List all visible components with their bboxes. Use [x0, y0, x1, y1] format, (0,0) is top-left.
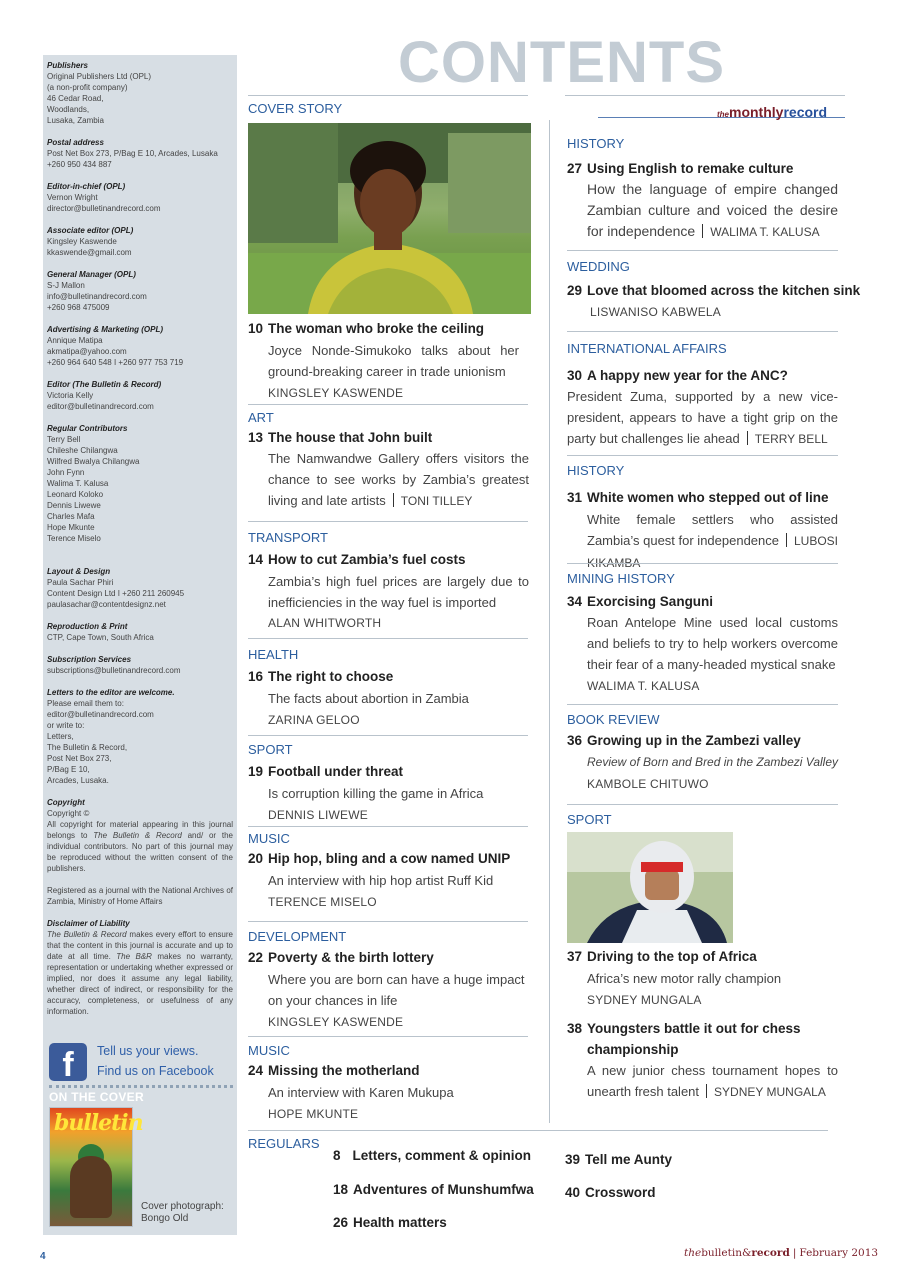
- title-text: A happy new year for the ANC?: [587, 368, 788, 383]
- article-title[interactable]: [248, 1062, 420, 1080]
- letters-line: Please email them to:: [47, 699, 124, 708]
- article-desc: Review of Born and Bred in the Zambezi Valley: [587, 755, 839, 769]
- page-num: 29: [567, 283, 583, 298]
- article-title[interactable]: [248, 949, 434, 967]
- title-text: Crossword: [585, 1185, 656, 1200]
- page-num: 14: [248, 552, 264, 567]
- article-author: ALAN WHITWORTH: [268, 616, 382, 630]
- title-text: White women who stepped out of line: [587, 490, 829, 505]
- editor-heading: Editor (The Bulletin & Record): [47, 380, 162, 389]
- article-author: LISWANISO KABWELA: [590, 305, 721, 319]
- page-number: 4: [40, 1251, 46, 1262]
- title-text: Love that bloomed across the kitchen sink: [587, 283, 861, 298]
- general-manager-heading: General Manager (OPL): [47, 270, 136, 279]
- layout-heading: Layout & Design: [47, 567, 111, 576]
- page-num: 13: [248, 430, 264, 445]
- entry-rule: [248, 638, 528, 639]
- column-divider: [549, 120, 550, 1123]
- title-text: Health matters: [353, 1215, 447, 1230]
- contributor-name: Chileshe Chilangwa: [47, 446, 118, 455]
- article-title[interactable]: [248, 668, 393, 686]
- contributor-name: John Fynn: [47, 468, 85, 477]
- title-text: Tell me Aunty: [585, 1152, 673, 1167]
- section-label: MINING HISTORY: [567, 571, 675, 586]
- entry-rule: [567, 250, 838, 251]
- contributor-name: Wilfred Bwalya Chilangwa: [47, 457, 140, 466]
- article-author: TERENCE MISELO: [268, 895, 377, 909]
- article-author: KINGSLEY KASWENDE: [268, 1015, 404, 1029]
- desc-text: The Namwandwe Gallery offers visitors the chance to see works by Zambia’s greatest living and late artists: [268, 451, 529, 508]
- section-label: INTERNATIONAL AFFAIRS: [567, 341, 727, 356]
- title-text: Growing up in the Zambezi valley: [587, 733, 801, 748]
- title-text: The right to choose: [268, 669, 394, 684]
- regular-item[interactable]: [333, 1181, 534, 1199]
- masthead-panel: [43, 55, 237, 1235]
- copyright-text-a: All copyright for material appearing in this journal belongs to: [47, 820, 233, 840]
- disclaimer-block: [47, 918, 233, 1017]
- regular-item[interactable]: [333, 1147, 531, 1165]
- cover-credit: [141, 1201, 224, 1225]
- entry-rule: [567, 331, 838, 332]
- publishers-block: [47, 60, 233, 126]
- article-title[interactable]: [248, 850, 510, 868]
- desc-text: How the language of empire changed Zambian culture and voiced the desire for independence: [587, 181, 838, 239]
- contributors-heading: Regular Contributors: [47, 424, 128, 433]
- title-text: Hip hop, bling and a cow named UNIP: [268, 851, 511, 866]
- reproduction-line: CTP, Cape Town, South Africa: [47, 633, 154, 642]
- title-text: Letters, comment & opinion: [352, 1148, 532, 1163]
- publishers-line: 46 Cedar Road,: [47, 94, 104, 103]
- letters-line: Post Net Box 273,: [47, 754, 112, 763]
- title-text: Using English to remake culture: [587, 161, 794, 176]
- article-desc: Joyce Nonde-Simukoko talks about her ground-breaking career in trade unionism: [268, 343, 519, 379]
- regulars-rule: [248, 1130, 828, 1131]
- entry-rule: [248, 1036, 528, 1037]
- separator: [786, 533, 787, 547]
- article-desc: The facts about abortion in Zambia: [268, 691, 469, 706]
- copyright-text-em: The Bulletin & Record: [93, 831, 182, 840]
- dotted-divider: [49, 1085, 233, 1088]
- title-text: How to cut Zambia’s fuel costs: [268, 552, 466, 567]
- general-manager-line: info@bulletinandrecord.com: [47, 292, 147, 301]
- page-num: 30: [567, 368, 583, 383]
- article-title[interactable]: [567, 160, 793, 178]
- header-rule-right: [565, 95, 845, 96]
- footer-pub-bulletin: bulletin: [701, 1247, 742, 1259]
- article-title[interactable]: [248, 763, 403, 781]
- page-num: 38: [567, 1021, 583, 1036]
- article-desc: [268, 448, 529, 512]
- editor-in-chief-block: [47, 181, 233, 214]
- associate-editor-heading: Associate editor (OPL): [47, 226, 134, 235]
- section-label: HISTORY: [567, 463, 625, 478]
- title-text: Driving to the top of Africa: [587, 949, 757, 964]
- article-desc: Roan Antelope Mine used local customs and beliefs to try to help workers overcome their fear of a many-headed mystical snake: [587, 615, 838, 672]
- section-label: TRANSPORT: [248, 530, 328, 545]
- contributor-name: Terence Miselo: [47, 534, 101, 543]
- entry-rule: [248, 826, 528, 827]
- contributor-name: Charles Mafa: [47, 512, 95, 521]
- publishers-line: Lusaka, Zambia: [47, 116, 104, 125]
- brand-record: record: [783, 104, 828, 120]
- cover-story-photo: [248, 123, 531, 314]
- editor-block: [47, 379, 233, 412]
- article-desc: Where you are born can have a huge impact on your chances in life: [268, 972, 525, 1008]
- article-title[interactable]: [567, 367, 788, 385]
- editor-in-chief-line: director@bulletinandrecord.com: [47, 204, 161, 213]
- article-title[interactable]: [567, 1020, 801, 1038]
- facebook-line-1: Tell us your views.: [97, 1044, 199, 1058]
- regular-item[interactable]: [565, 1151, 672, 1169]
- disclaimer-em-b: The B&R: [116, 952, 152, 961]
- article-author: WALIMA T. KALUSA: [710, 225, 820, 239]
- separator: [702, 224, 703, 238]
- separator: [393, 493, 394, 507]
- editor-in-chief-heading: Editor-in-chief (OPL): [47, 182, 126, 191]
- page-num: 24: [248, 1063, 264, 1078]
- footer-pub-the: the: [684, 1247, 702, 1259]
- section-label: ART: [248, 410, 274, 425]
- title-text: Youngsters battle it out for chess: [587, 1021, 801, 1036]
- regular-item[interactable]: [333, 1214, 447, 1232]
- page-num: 19: [248, 764, 264, 779]
- section-label: COVER STORY: [248, 101, 343, 116]
- title-text: Football under threat: [268, 764, 404, 779]
- copyright-text: [47, 819, 233, 874]
- article-author: KAMBOLE CHITUWO: [587, 777, 709, 791]
- letters-line: or write to:: [47, 721, 85, 730]
- page-num: 39: [565, 1152, 581, 1167]
- article-title[interactable]: [567, 593, 713, 611]
- cover-logo: bulletin: [54, 1110, 143, 1136]
- title-text: Exorcising Sanguni: [587, 594, 714, 609]
- contributor-name: Hope Mkunte: [47, 523, 95, 532]
- title-text: Poverty & the birth lottery: [268, 950, 434, 965]
- desc-text: President Zuma, supported by a new vice-president, appears to have a tight grip on the party but challenges lie ahead: [567, 389, 838, 446]
- subscription-block: [47, 654, 233, 676]
- advertising-heading: Advertising & Marketing (OPL): [47, 325, 164, 334]
- article-desc: Africa’s new motor rally champion: [587, 971, 782, 986]
- disclaimer-text: [47, 929, 233, 1017]
- contributor-name: Walima T. Kalusa: [47, 479, 109, 488]
- postal-line: +260 950 434 887: [47, 160, 112, 169]
- disclaimer-em-a: The Bulletin & Record: [47, 930, 127, 939]
- regular-item[interactable]: [565, 1184, 656, 1202]
- general-manager-line: S-J Mallon: [47, 281, 85, 290]
- postal-line: Post Net Box 273, P/Bag E 10, Arcades, Lusaka: [47, 149, 218, 158]
- layout-block: [47, 566, 233, 610]
- title-text: Adventures of Munshumfwa: [353, 1182, 534, 1197]
- general-manager-line: +260 968 475009: [47, 303, 110, 312]
- title-text: The woman who broke the ceiling: [268, 321, 485, 336]
- section-label: MUSIC: [248, 831, 290, 846]
- copyright-heading: Copyright: [47, 798, 85, 807]
- entry-rule: [567, 455, 838, 456]
- reproduction-heading: Reproduction & Print: [47, 622, 128, 631]
- registered-text: Registered as a journal with the National Archives of Zambia, Ministry of Home Affairs: [47, 886, 233, 906]
- associate-editor-line: Kingsley Kaswende: [47, 237, 117, 246]
- section-label: MUSIC: [248, 1043, 290, 1058]
- facebook-icon[interactable]: f: [49, 1043, 87, 1081]
- separator: [706, 1084, 707, 1098]
- portrait-illustration: [248, 123, 531, 314]
- article-author: TONI TILLEY: [400, 494, 473, 508]
- advertising-line: Annique Matipa: [47, 336, 103, 345]
- entry-rule: [567, 804, 838, 805]
- letters-line: editor@bulletinandrecord.com: [47, 710, 154, 719]
- copyright-text-b: and/ or the individual contributors. No part of this journal may be reproduced without the written consent of the publishers.: [47, 831, 233, 873]
- desc-text: A new junior chess tournament hopes to unearth fresh talent: [587, 1063, 838, 1099]
- entry-rule: [248, 735, 528, 736]
- on-the-cover-heading: ON THE COVER: [49, 1090, 144, 1104]
- cover-figure-body: [70, 1156, 112, 1218]
- article-author: TERRY BELL: [754, 432, 828, 446]
- copyright-block: [47, 797, 233, 874]
- desc-text: White female settlers who assisted Zambia’s quest for independence: [587, 512, 838, 548]
- letters-line: The Bulletin & Record,: [47, 743, 128, 752]
- letters-heading: Letters to the editor are welcome.: [47, 688, 175, 697]
- article-author: HOPE MKUNTE: [268, 1107, 359, 1121]
- article-author: LUBOSI KIKAMBA: [587, 534, 839, 570]
- disclaimer-text-a: makes every effort to ensure that the content in this journal is accurate and up to date at all time.: [47, 930, 233, 961]
- contributors-block: [47, 423, 233, 544]
- cover-thumbnail: [49, 1107, 143, 1227]
- editor-line: editor@bulletinandrecord.com: [47, 402, 154, 411]
- associate-editor-block: [47, 225, 233, 258]
- layout-line: paulasachar@contentdesignz.net: [47, 600, 166, 609]
- contributor-name: Leonard Koloko: [47, 490, 104, 499]
- entry-rule: [567, 704, 838, 705]
- publishers-line: Woodlands,: [47, 105, 90, 114]
- editor-in-chief-line: Vernon Wright: [47, 193, 98, 202]
- section-label: HEALTH: [248, 647, 299, 662]
- advertising-line: +260 964 640 548 I +260 977 753 719: [47, 358, 184, 367]
- subscription-line: subscriptions@bulletinandrecord.com: [47, 666, 181, 675]
- page-num: 26: [333, 1215, 349, 1230]
- reproduction-block: [47, 621, 233, 643]
- subscription-heading: Subscription Services: [47, 655, 132, 664]
- article-title[interactable]: [248, 551, 466, 569]
- facebook-line-2[interactable]: Find us on Facebook: [97, 1064, 214, 1078]
- article-author: SYDNEY MUNGALA: [714, 1085, 826, 1099]
- section-label: SPORT: [248, 742, 293, 757]
- brand-monthly: monthly: [729, 104, 784, 120]
- letters-line: Arcades, Lusaka.: [47, 776, 109, 785]
- monthly-record-logo: [717, 104, 827, 120]
- advertising-block: [47, 324, 233, 368]
- publishers-line: Original Publishers Ltd (OPL): [47, 72, 152, 81]
- footer-separator: |: [792, 1247, 797, 1259]
- publishers-line: (a non-profit company): [47, 83, 128, 92]
- cover-credit-line: Bongo Old: [141, 1213, 189, 1224]
- footer-pub-amp: &: [741, 1247, 752, 1259]
- letters-line: P/Bag E 10,: [47, 765, 90, 774]
- article-title[interactable]: [567, 489, 829, 507]
- article-desc: An interview with Karen Mukupa: [268, 1085, 454, 1100]
- page-num: 18: [333, 1182, 349, 1197]
- disclaimer-text-b: makes no warranty, representation or undertaking whether expressed or implied, nor does it assume any legal liability, whether direct of indirect, or responsibility for the accuracy, completeness, or usefulness of any information.: [47, 952, 233, 1016]
- driver-illustration: [567, 832, 733, 943]
- page-num: 27: [567, 161, 583, 176]
- contributor-name: Terry Bell: [47, 435, 81, 444]
- title-text: The house that John built: [268, 430, 433, 445]
- article-desc: An interview with hip hop artist Ruff Kid: [268, 873, 494, 888]
- layout-line: Content Design Ltd I +260 211 260945: [47, 589, 185, 598]
- page-num: 10: [248, 321, 264, 336]
- disclaimer-heading: Disclaimer of Liability: [47, 919, 130, 928]
- section-label: BOOK REVIEW: [567, 712, 660, 727]
- section-label: HISTORY: [567, 136, 625, 151]
- page-num: 36: [567, 733, 583, 748]
- copyright-line: Copyright ©: [47, 809, 90, 818]
- footer-publication: [684, 1247, 878, 1259]
- article-desc: Zambia’s high fuel prices are largely due to inefficiencies in the way fuel is imported: [268, 574, 529, 610]
- advertising-line: akmatipa@yahoo.com: [47, 347, 127, 356]
- article-desc: Is corruption killing the game in Africa: [268, 786, 484, 801]
- cover-credit-line: Cover photograph:: [141, 1201, 224, 1212]
- letters-block: [47, 687, 233, 786]
- layout-line: Paula Sachar Phiri: [47, 578, 114, 587]
- footer-date: February 2013: [799, 1247, 879, 1259]
- article-title[interactable]: [567, 948, 757, 966]
- brand-small: the: [717, 110, 729, 119]
- page-num: 31: [567, 490, 583, 505]
- editor-line: Victoria Kelly: [47, 391, 94, 400]
- article-title[interactable]: [248, 320, 484, 338]
- page-num: 16: [248, 669, 264, 684]
- entry-rule: [248, 404, 528, 405]
- general-manager-block: [47, 269, 233, 313]
- page-num: 34: [567, 594, 583, 609]
- entry-rule: [248, 921, 528, 922]
- page-num: 20: [248, 851, 264, 866]
- header-rule-left: [248, 95, 528, 96]
- separator: [747, 431, 748, 445]
- page-num: 40: [565, 1185, 581, 1200]
- article-desc: [587, 509, 838, 574]
- rally-driver-photo: [567, 832, 733, 943]
- article-author: DENNIS LIWEWE: [268, 808, 368, 822]
- article-title[interactable]: [567, 732, 801, 750]
- section-label: SPORT: [567, 812, 612, 827]
- page-num: 8: [333, 1148, 341, 1163]
- article-title[interactable]: [248, 429, 432, 447]
- title-text: Missing the motherland: [268, 1063, 420, 1078]
- publishers-heading: Publishers: [47, 61, 88, 70]
- article-author: WALIMA T. KALUSA: [587, 679, 700, 693]
- page-num: 37: [567, 949, 583, 964]
- page-title: CONTENTS: [398, 30, 725, 95]
- entry-rule: [248, 521, 528, 522]
- section-label: WEDDING: [567, 259, 630, 274]
- article-title-cont[interactable]: championship: [587, 1042, 679, 1057]
- article-desc: [567, 386, 838, 450]
- article-desc: [587, 1060, 838, 1103]
- footer-pub-record: record: [751, 1247, 790, 1259]
- letters-line: Letters,: [47, 732, 74, 741]
- article-author: ZARINA GELOO: [268, 713, 360, 727]
- article-author: KINGSLEY KASWENDE: [268, 386, 404, 400]
- article-title[interactable]: [567, 282, 860, 300]
- article-desc: [587, 179, 838, 243]
- regulars-section-label: REGULARS: [248, 1136, 320, 1151]
- postal-block: [47, 137, 233, 170]
- article-author: SYDNEY MUNGALA: [587, 993, 702, 1007]
- postal-heading: Postal address: [47, 138, 104, 147]
- entry-rule: [567, 563, 838, 564]
- associate-editor-line: kkaswende@gmail.com: [47, 248, 132, 257]
- contributor-name: Dennis Liwewe: [47, 501, 101, 510]
- page-num: 22: [248, 950, 264, 965]
- facebook-promo[interactable]: [49, 1040, 233, 1085]
- section-label: DEVELOPMENT: [248, 929, 347, 944]
